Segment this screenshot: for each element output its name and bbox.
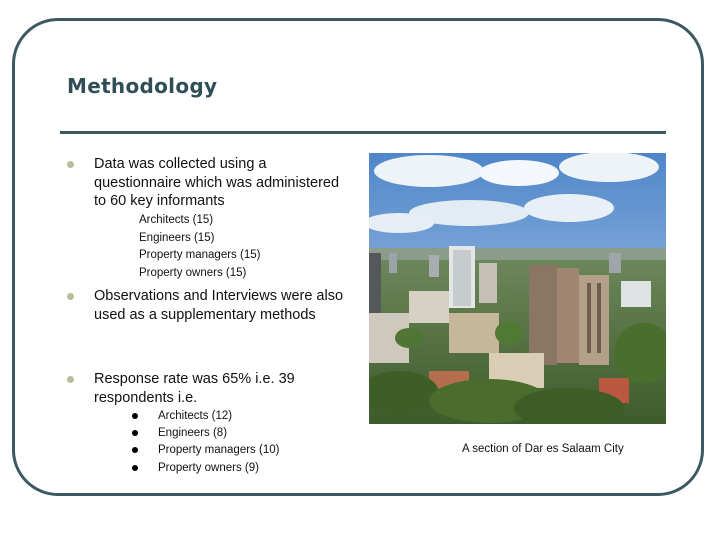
bullet-dot-icon <box>132 465 138 471</box>
bullet-data-collection: Data was collected using a questionnaire which was administered to 60 key informants <box>94 156 340 209</box>
title-divider <box>60 131 666 134</box>
list-item <box>132 442 279 459</box>
sub-list-informants <box>139 212 260 282</box>
list-item <box>132 425 279 442</box>
bullet-marker-icon <box>67 161 74 168</box>
bullet-dot-icon <box>132 413 138 419</box>
list-item-label: Architects (12) <box>158 410 233 422</box>
list-item: Architects (15) <box>139 214 214 226</box>
list-item: Engineers (15) <box>139 231 215 244</box>
sub-list-respondents <box>132 408 279 477</box>
list-item: Property managers (15) <box>139 249 261 261</box>
bullet-marker-icon <box>67 376 74 383</box>
bullet-dot-icon <box>132 430 138 436</box>
bullet-response-rate: Response rate was 65% i.e. 39 respondents i.e. <box>94 371 295 406</box>
list-item <box>132 408 279 425</box>
slide-title: Methodology <box>67 74 218 98</box>
list-item-label: Engineers (8) <box>158 427 228 440</box>
image-caption: A section of Dar es Salaam City <box>462 443 624 455</box>
list-item-label: Property managers (10) <box>158 444 280 457</box>
list-item: Property owners (15) <box>139 266 247 279</box>
list-item <box>132 460 279 477</box>
bullet-dot-icon <box>132 447 138 453</box>
bullet-marker-icon <box>67 293 74 300</box>
city-photo <box>369 153 666 424</box>
bullet-observations: Observations and Interviews were also used as a supplementary methods <box>94 288 344 323</box>
list-item-label: Property owners (9) <box>158 461 259 474</box>
